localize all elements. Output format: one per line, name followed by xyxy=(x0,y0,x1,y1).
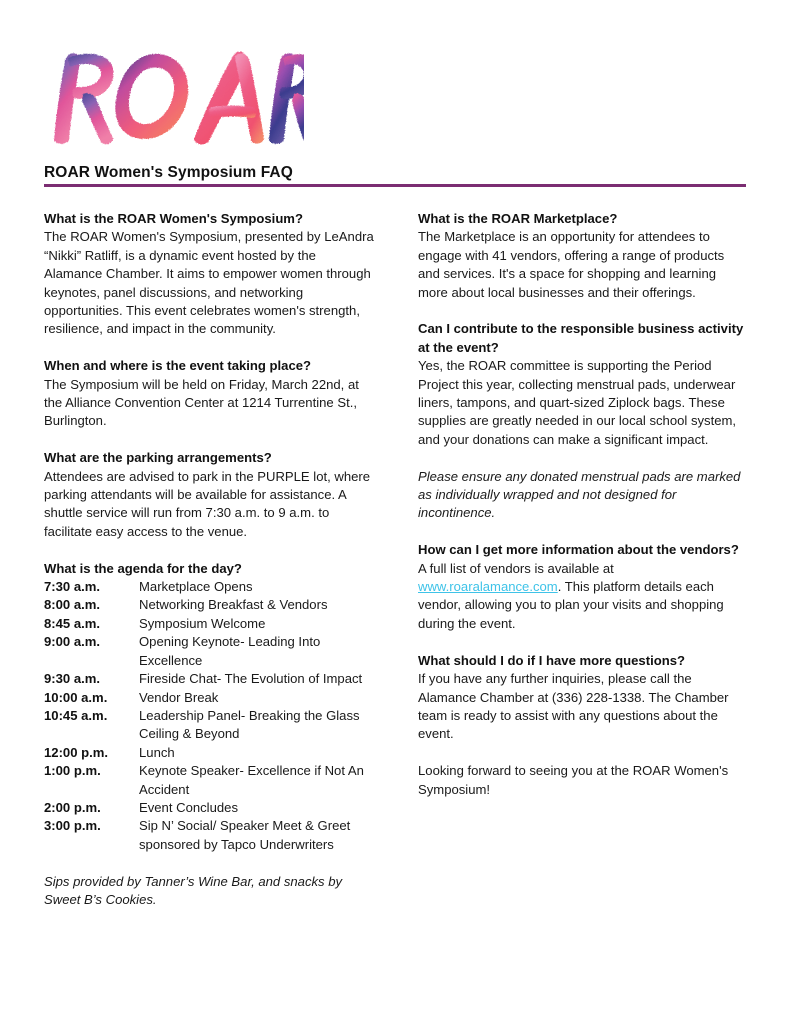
answer-more-questions: If you have any further inquiries, please call the Alamance Chamber at (336) 228-1338. The Chamber team is ready to assist with any questions about the event. xyxy=(418,671,729,742)
title-divider xyxy=(44,184,746,187)
answer-marketplace: The Marketplace is an opportunity for attendees to engage with 41 vendors, offering a range of products and services. It's a space for shopping and learning more about local businesses and their offerings. xyxy=(418,229,725,300)
agenda-description: Vendor Break xyxy=(139,689,219,705)
spacer xyxy=(418,302,748,320)
right-column xyxy=(418,210,748,799)
agenda-description: Keynote Speaker- Excellence if Not An Accident xyxy=(139,763,364,797)
spacer xyxy=(44,339,374,357)
spacer xyxy=(44,431,374,449)
agenda-row xyxy=(44,799,374,817)
question-agenda: What is the agenda for the day? xyxy=(44,560,242,576)
donation-note: Please ensure any donated menstrual pads are marked as individually wrapped and not designed for incontinence. xyxy=(418,468,741,521)
agenda-description: Symposium Welcome xyxy=(139,615,266,631)
agenda-row xyxy=(44,578,374,596)
agenda-time: 9:00 a.m. xyxy=(44,634,101,650)
agenda-description: Event Concludes xyxy=(139,799,238,815)
answer-vendor-info-before: A full list of vendors is available at xyxy=(418,560,614,576)
agenda-description: Marketplace Opens xyxy=(139,579,253,595)
agenda-time: 10:45 a.m. xyxy=(44,707,108,723)
agenda-row xyxy=(44,670,374,688)
agenda-time: 10:00 a.m. xyxy=(44,689,108,705)
answer-when-where: The Symposium will be held on Friday, March 22nd, at the Alliance Convention Center at 1214 Turrentine St., Burlington. xyxy=(44,376,359,429)
spacer xyxy=(418,449,748,467)
question-parking: What are the parking arrangements? xyxy=(44,450,272,466)
agenda-row xyxy=(44,744,374,762)
agenda-description: Lunch xyxy=(139,744,175,760)
agenda-row xyxy=(44,596,374,614)
agenda-table-body xyxy=(44,578,374,854)
agenda-table xyxy=(44,578,374,854)
agenda-description: Networking Breakfast & Vendors xyxy=(139,597,328,613)
spacer xyxy=(44,854,374,872)
roar-logo xyxy=(44,44,304,149)
agenda-row xyxy=(44,615,374,633)
agenda-time: 9:30 a.m. xyxy=(44,671,101,687)
sips-footnote: Sips provided by Tanner’s Wine Bar, and snacks by Sweet B’s Cookies. xyxy=(44,873,343,907)
question-when-where: When and where is the event taking place? xyxy=(44,358,312,374)
agenda-time: 3:00 p.m. xyxy=(44,818,101,834)
question-responsible-business: Can I contribute to the responsible business activity at the event? xyxy=(418,321,744,355)
answer-vendor-info-after: . This platform details each vendor, allowing you to plan your visits and shopping during the event. xyxy=(418,579,724,631)
question-marketplace: What is the ROAR Marketplace? xyxy=(418,211,618,226)
spacer xyxy=(418,744,748,762)
answer-what-is-symposium: The ROAR Women's Symposium, presented by LeAndra “Nikki” Ratliff, is a dynamic event hosted by the Alamance Chamber. It aims to empower women through keynotes, panel discussions, and networking opportunities. This event celebrates women's strength, resilience, and impact in the community. xyxy=(44,229,374,337)
answer-vendor-info xyxy=(418,560,748,634)
question-what-is-symposium: What is the ROAR Women's Symposium? xyxy=(44,211,303,226)
agenda-time: 8:45 a.m. xyxy=(44,615,101,631)
agenda-time: 8:00 a.m. xyxy=(44,597,101,613)
page-title: ROAR Women's Symposium FAQ xyxy=(44,164,293,181)
left-column xyxy=(44,210,374,909)
agenda-row xyxy=(44,762,374,799)
agenda-row xyxy=(44,707,374,744)
question-more-questions: What should I do if I have more questions? xyxy=(418,652,685,668)
spacer xyxy=(418,523,748,541)
answer-responsible-business: Yes, the ROAR committee is supporting the Period Project this year, collecting menstrual pads, underwear liners, tampons, and quart-sized Ziplock bags. These supplies are greatly needed in our local school system, and your donations can make a significant impact. xyxy=(418,358,737,447)
agenda-description: Sip N’ Social/ Speaker Meet & Greet sponsored by Tapco Underwriters xyxy=(139,818,351,852)
spacer xyxy=(44,541,374,559)
question-vendor-info: How can I get more information about the vendors? xyxy=(418,542,739,558)
agenda-time: 7:30 a.m. xyxy=(44,579,101,595)
closing-message: Looking forward to seeing you at the ROAR Women's Symposium! xyxy=(418,763,729,797)
agenda-row xyxy=(44,689,374,707)
agenda-time: 2:00 p.m. xyxy=(44,799,101,815)
agenda-description: Fireside Chat- The Evolution of Impact xyxy=(139,671,363,687)
roar-alamance-link[interactable]: www.roaralamance.com xyxy=(418,579,558,595)
agenda-row xyxy=(44,633,374,670)
agenda-description: Opening Keynote- Leading Into Excellence xyxy=(139,634,321,668)
agenda-time: 1:00 p.m. xyxy=(44,763,101,779)
agenda-time: 12:00 p.m. xyxy=(44,744,109,760)
spacer xyxy=(418,633,748,651)
answer-parking: Attendees are advised to park in the PURPLE lot, where parking attendants will be available for assistance. A shuttle service will run from 7:30 a.m. to 9 a.m. to facilitate easy access to the venue. xyxy=(44,468,371,539)
agenda-description: Leadership Panel- Breaking the Glass Ceiling & Beyond xyxy=(139,707,360,742)
agenda-row xyxy=(44,817,374,854)
